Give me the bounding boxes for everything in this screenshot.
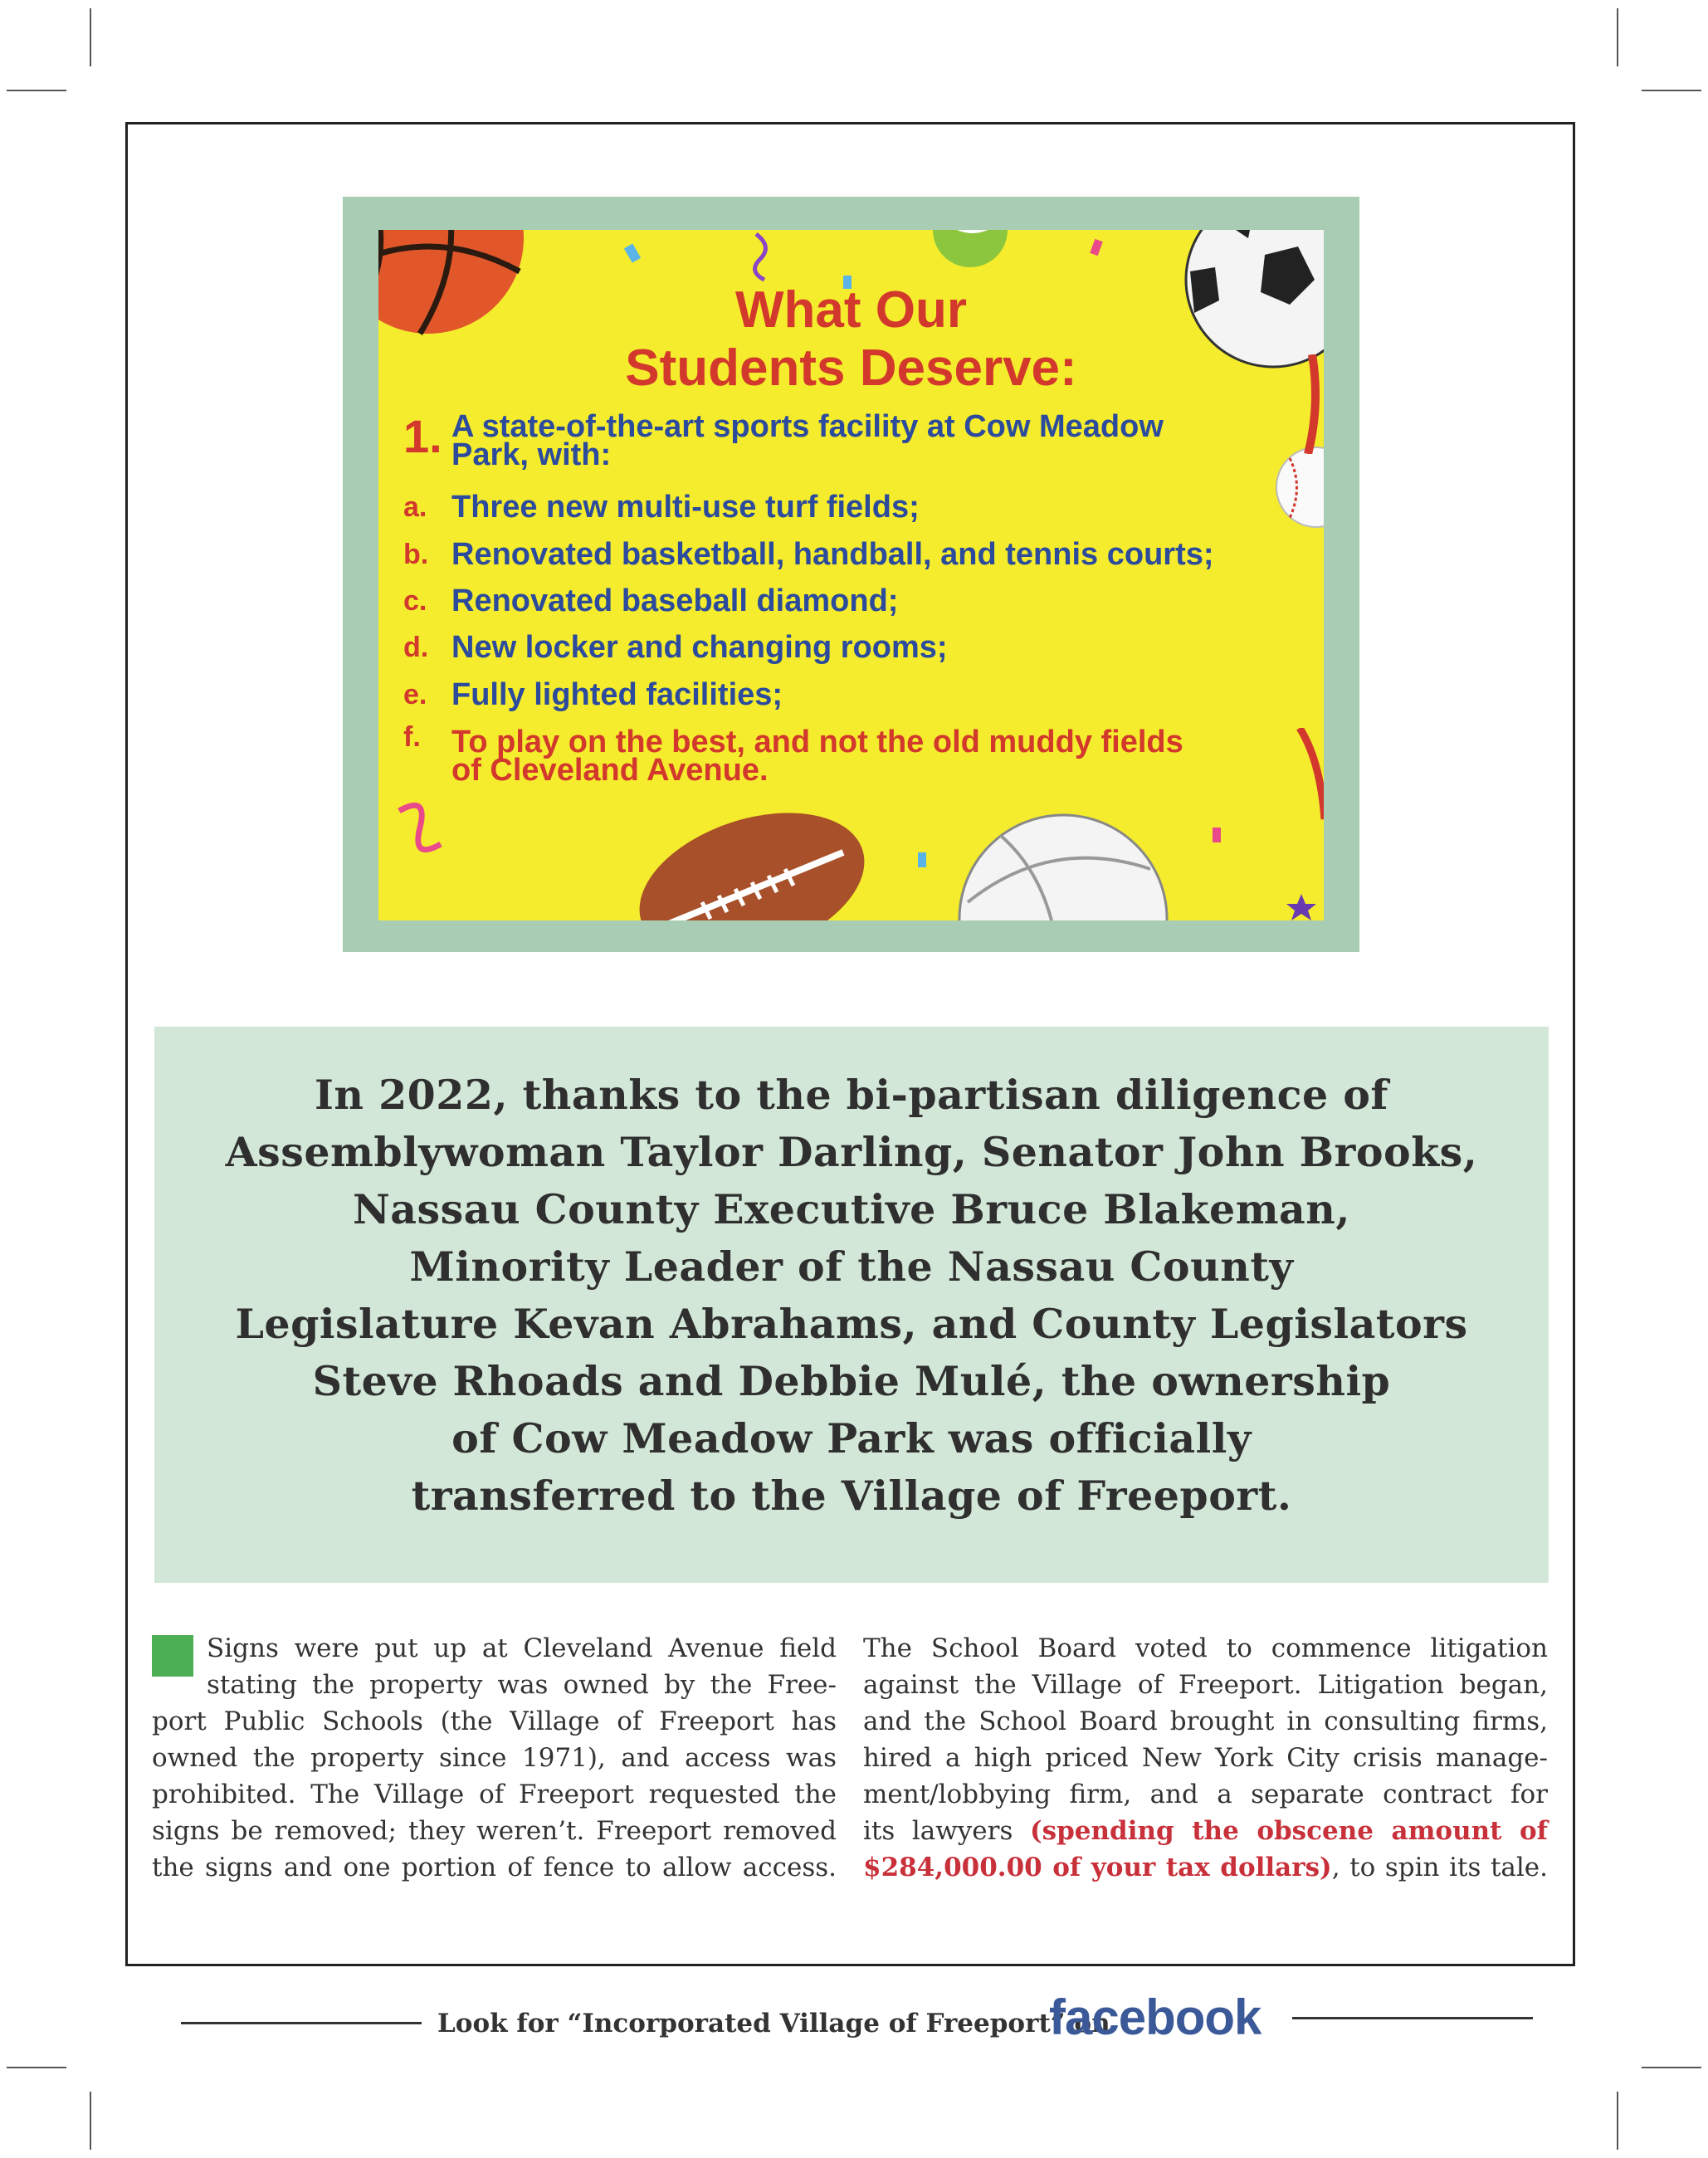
column-line: the signs and one portion of fence to allow access. xyxy=(152,1853,837,1882)
sports-poster xyxy=(343,197,1359,952)
poster-panel xyxy=(378,230,1324,920)
column-line: and the School Board brought in consulting firms, xyxy=(863,1706,1548,1736)
highlight-box xyxy=(154,1027,1549,1583)
list-marker: d. xyxy=(403,632,429,663)
column-line: ment/lobbying firm, and a separate contract for xyxy=(863,1780,1548,1809)
crop-mark xyxy=(7,2067,66,2068)
list-item-text: Three new multi-use turf fields; xyxy=(451,490,920,525)
column-text: , to spin its tale. xyxy=(1331,1853,1548,1882)
list-marker: c. xyxy=(403,585,427,617)
column-line: prohibited. The Village of Freeport requested the xyxy=(152,1780,837,1809)
highlight-line: transferred to the Village of Freeport. xyxy=(411,1472,1292,1520)
list-item-text: Park, with: xyxy=(451,437,612,472)
list-item-text: Renovated basketball, handball, and tennis courts; xyxy=(451,537,1214,572)
list-item-text: of Cleveland Avenue. xyxy=(451,753,769,788)
crop-mark xyxy=(90,8,91,66)
column-line: The School Board voted to commence litigation xyxy=(863,1633,1548,1663)
column-line: Signs were put up at Cleveland Avenue field xyxy=(207,1633,837,1663)
column-line: stating the property was owned by the Free- xyxy=(207,1670,837,1700)
column-line xyxy=(863,1849,1548,1886)
crop-mark xyxy=(1642,90,1701,91)
crop-mark xyxy=(90,2092,91,2150)
highlight-line: Nassau County Executive Bruce Blakeman, xyxy=(352,1185,1350,1233)
column-line: against the Village of Freeport. Litigation began, xyxy=(863,1670,1548,1700)
crop-mark xyxy=(7,90,66,91)
highlight-line: Assemblywoman Taylor Darling, Senator John Brooks, xyxy=(225,1128,1478,1176)
list-marker: a. xyxy=(403,491,427,523)
list-item-text: New locker and changing rooms; xyxy=(451,630,948,665)
footer-rule xyxy=(181,2022,422,2024)
highlight-text xyxy=(154,1067,1549,1525)
column-line: hired a high priced New York City crisis manage- xyxy=(863,1743,1548,1773)
column-line: owned the property since 1971), and access was xyxy=(152,1743,837,1773)
highlight-line: Legislature Kevan Abrahams, and County Legislators xyxy=(235,1300,1468,1348)
highlight-line: Steve Rhoads and Debbie Mulé, the ownership xyxy=(312,1357,1391,1405)
highlighted-amount: (spending the obscene amount of xyxy=(1029,1816,1549,1846)
crop-mark xyxy=(1617,2092,1618,2150)
highlighted-amount: $284,000.00 of your tax dollars) xyxy=(863,1853,1332,1882)
highlight-line: Minority Leader of the Nassau County xyxy=(409,1243,1294,1291)
list-item-text: Fully lighted facilities; xyxy=(451,677,783,712)
column-line: signs be removed; they weren’t. Freeport removed xyxy=(152,1816,837,1846)
footer-rule xyxy=(1292,2017,1533,2019)
crop-mark xyxy=(1642,2067,1701,2068)
left-column xyxy=(152,1630,837,1886)
list-item-text: A state-of-the-art sports facility at Cow Meadow xyxy=(451,409,1164,444)
column-text: its lawyers xyxy=(863,1816,1013,1846)
footer-text: Look for “Incorporated Village of Freeport” on xyxy=(437,2009,1110,2038)
list-marker: f. xyxy=(403,721,421,753)
highlight-line: of Cow Meadow Park was officially xyxy=(451,1414,1252,1462)
poster-title-line1: What Our xyxy=(735,281,967,339)
list-marker: 1. xyxy=(403,410,442,462)
crop-mark xyxy=(1617,8,1618,66)
list-item-text: Renovated baseball diamond; xyxy=(451,583,899,618)
highlight-line: In 2022, thanks to the bi-partisan diligence of xyxy=(314,1071,1388,1119)
poster-title-line2: Students Deserve: xyxy=(625,339,1077,397)
facebook-logo[interactable]: facebook xyxy=(1049,1990,1261,2045)
drop-square xyxy=(152,1635,193,1677)
column-line xyxy=(863,1813,1548,1849)
list-marker: e. xyxy=(403,679,427,710)
column-line: port Public Schools (the Village of Freeport has xyxy=(152,1706,837,1736)
list-item-text: To play on the best, and not the old muddy fields xyxy=(451,725,1183,759)
list-marker: b. xyxy=(403,539,429,570)
right-column xyxy=(863,1630,1548,1886)
